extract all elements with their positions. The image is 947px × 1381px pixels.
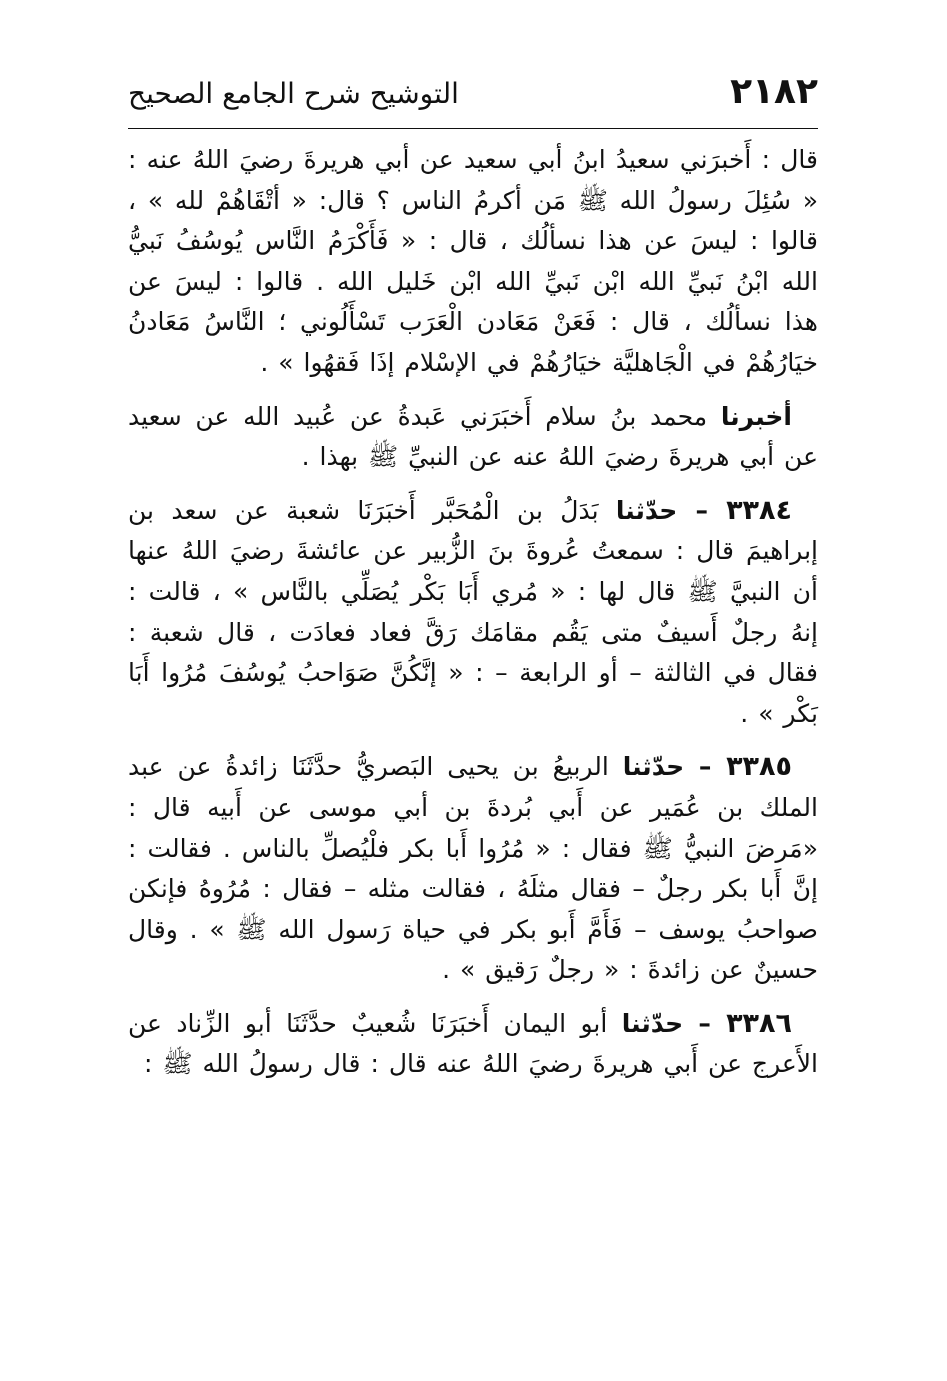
hadith-number: ٣٣٨٤ [726, 494, 792, 526]
hadith-dash: – [683, 1008, 727, 1038]
paragraph-lead-word: حدّثنا [621, 1008, 684, 1038]
header-divider [128, 128, 818, 129]
running-title: التوشيح شرح الجامع الصحيح [128, 77, 459, 110]
page-header [128, 64, 818, 126]
paragraph-lead-word: حدّثنا [615, 495, 678, 525]
hadith-number: ٣٣٨٥ [726, 751, 792, 783]
main-text [128, 140, 818, 1098]
paragraph-text: بَدَلُ بن الْمُحَبَّر أَخبَرَنَا شعبة عن سعد بن إبراهيمَ قال : سمعتُ عُروةَ بنَ الزُّبير عن عائشةَ رضيَ اللهُ عنها أن النبيَّ ﷺ قال لها : « مُري أَبَا بَكْر يُصَلِّي بالنَّاس » ، قالت : إنهُ رجلٌ أَسيفٌ متى يَقُم مقامَك رَقَّ فعاد فعادَت ، قال شعبة : فقال في الثالثة – أو الرابعة – : « إنَّكُنَّ صَوَاحبُ يُوسُفَ مُرُوا أَبَا بَكْر » . [128, 495, 818, 728]
paragraph-lead-word: حدّثنا [622, 752, 685, 782]
paragraph-text: قال : أَخبرَني سعيدُ ابنُ أبي سعيد عن أبي هريرةَ رضيَ اللهُ عنه : « سُئِلَ رسولُ الله ﷺ مَن أكرمُ الناس ؟ قال: « أتْقَاهُمْ لله » ، قالوا : ليسَ عن هذا نسألُك ، قال : « فَأَكْرَمُ النَّاس يُوسُفُ نَبيُّ الله ابْنُ نَبيِّ الله ابْن نَبيِّ الله ابْن خَليل الله . قالوا : ليسَ عن هذا نسألُك ، قال : فَعَنْ مَعَادن الْعَرَب تَسْأَلُوني ؛ النَّاسُ مَعَادنُ خيَارُهُمْ في الْجَاهليَّة خيَارُهُمْ في الإسْلام إذَا فَقهُوا » . [128, 145, 818, 377]
hadith-3384 [128, 491, 818, 735]
paragraph-text: الربيعُ بن يحيى البَصريُّ حدَّثَنَا زائدةُ عن عبد الملك بن عُمَير عن أَبي بُردةَ بن أبي موسى عن أَبيه قال : «مَرضَ النبيُّ ﷺ فقال : « مُرُوا أَبا بكر فلْيُصلِّ بالناس . فقالت : إنَّ أَبا بكر رجلٌ – فقال مثلَهُ ، فقالت مثله – فقال : مُرُوهُ فإنكن صواحبُ يوسف – فَأَمَّ أَبو بكر في حياة رَسول الله ﷺ » . وقال حسينٌ عن زائدةَ : « رجلٌ رَقيق » . [128, 752, 818, 985]
hadith-dash: – [677, 495, 727, 525]
hadith-3385 [128, 747, 818, 991]
page-number: ٢١٨٢ [730, 71, 818, 112]
hadith-dash: – [684, 752, 727, 782]
paragraph-continuation [128, 140, 818, 384]
paragraph-text: محمد بنُ سلام أَخبَرَني عَبدةُ عن عُبيد الله عن سعيد عن أبي هريرةَ رضيَ اللهُ عنه عن النبيِّ ﷺ بهذا . [128, 401, 818, 472]
hadith-number: ٣٣٨٦ [726, 1007, 792, 1039]
paragraph-isnad [128, 397, 818, 478]
paragraph-text: أبو اليمان أَخبَرَنَا شُعيبٌ حدَّثَنَا أبو الزِّناد عن الأَعرج عن أَبي هريرةَ رضيَ اللهُ عنه قال : قال رسولُ الله ﷺ : [128, 1008, 818, 1079]
hadith-3386 [128, 1004, 818, 1085]
paragraph-lead-word: أخبرنا [720, 401, 792, 431]
